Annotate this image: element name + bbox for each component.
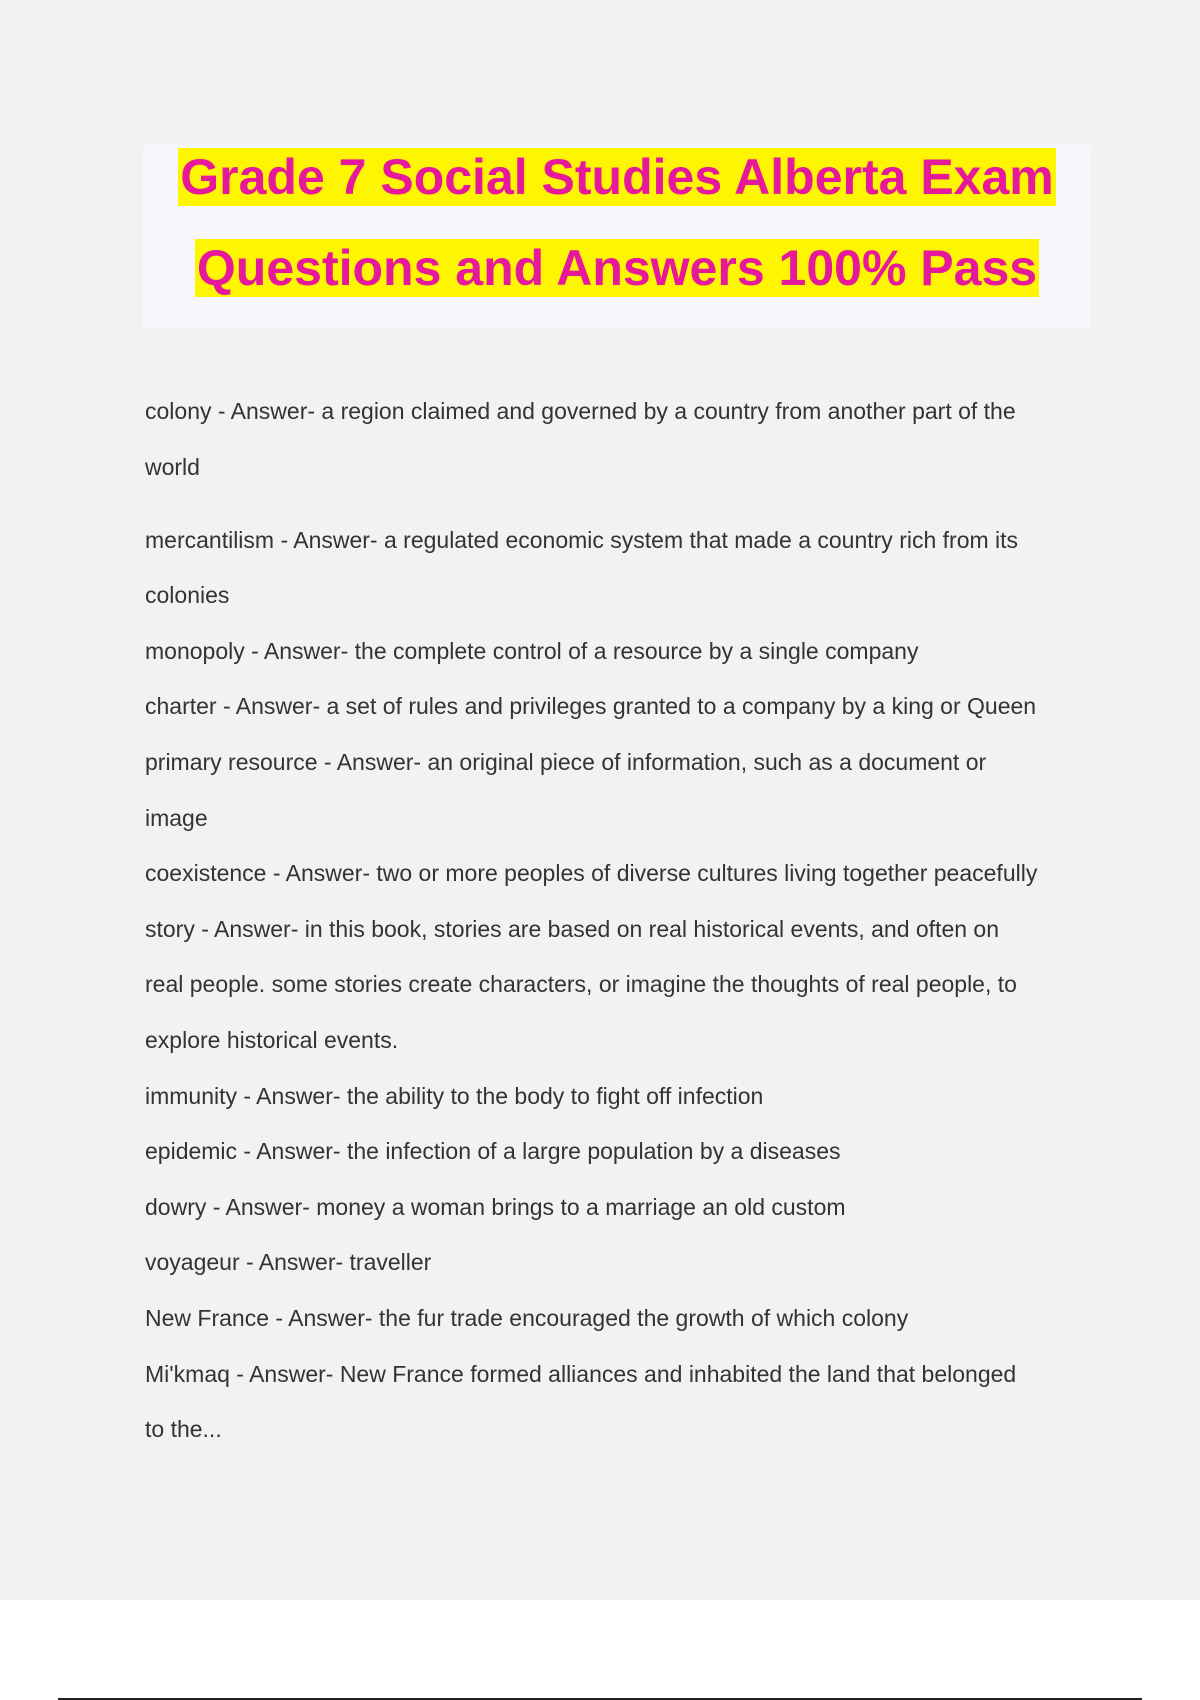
entry-colony-line-1: colony - Answer- a region claimed and governed by a country from another part of the: [145, 398, 1016, 424]
entry-immunity: immunity - Answer- the ability to the body to fight off infection: [145, 1083, 764, 1109]
entry-new-france: New France - Answer- the fur trade encouraged the growth of which colony: [145, 1305, 909, 1331]
entry-mikmaq-line-2: to the...: [145, 1416, 222, 1442]
entry-story-line-2: real people. some stories create characters, or imagine the thoughts of real people, to: [145, 971, 1017, 997]
entry-primary-resource-line-1: primary resource - Answer- an original piece of information, such as a document or: [145, 749, 987, 775]
entry-coexistence: coexistence - Answer- two or more peoples of diverse cultures living together peacefully: [145, 860, 1038, 886]
entry-colony-line-2: world: [145, 454, 200, 480]
entry-voyageur: voyageur - Answer- traveller: [145, 1249, 432, 1275]
entry-primary-resource-line-2: image: [145, 805, 208, 831]
entry-monopoly: monopoly - Answer- the complete control of a resource by a single company: [145, 638, 919, 664]
entry-dowry: dowry - Answer- money a woman brings to a marriage an old custom: [145, 1194, 846, 1220]
entry-mikmaq-line-1: Mi'kmaq - Answer- New France formed alliances and inhabited the land that belonged: [145, 1361, 1017, 1387]
entry-story-line-1: story - Answer- in this book, stories are based on real historical events, and often on: [145, 916, 999, 942]
entry-mercantilism-line-2: colonies: [145, 582, 230, 608]
entry-mercantilism-line-1: mercantilism - Answer- a regulated economic system that made a country rich from its: [145, 527, 1019, 553]
title-banner: [143, 145, 1091, 328]
document-title-line-2: Questions and Answers 100% Pass: [196, 240, 1038, 296]
entry-epidemic: epidemic - Answer- the infection of a largre population by a diseases: [145, 1138, 841, 1164]
document-title-line-1: Grade 7 Social Studies Alberta Exam: [180, 149, 1054, 205]
entry-charter: charter - Answer- a set of rules and privileges granted to a company by a king or Queen: [145, 693, 1037, 719]
entry-story-line-3: explore historical events.: [145, 1027, 399, 1053]
